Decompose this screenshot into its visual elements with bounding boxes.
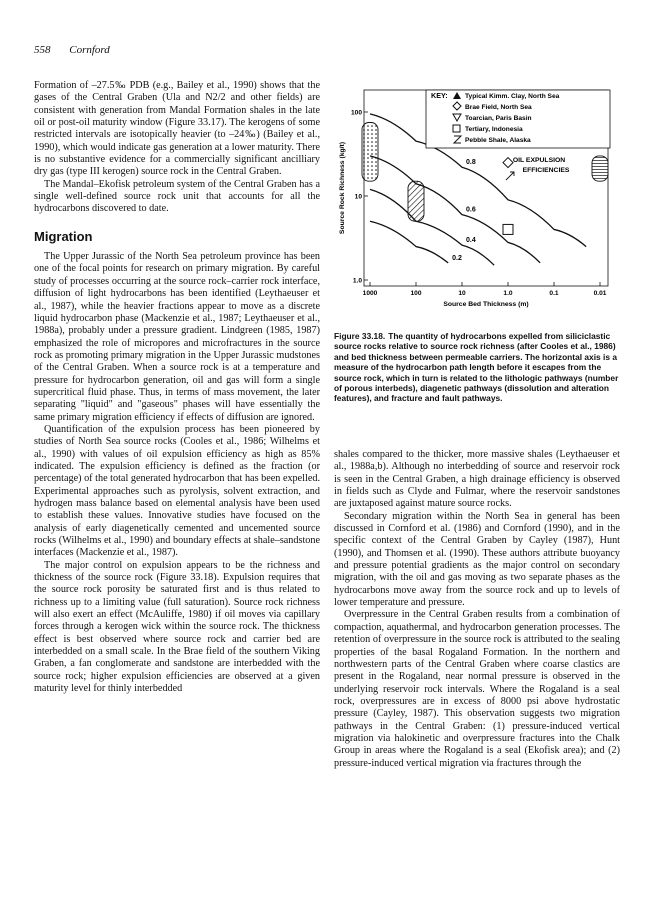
y-tick-label: 1.0: [352, 277, 362, 285]
x-tick-label: 1.0: [503, 290, 513, 297]
x-axis-label: Source Bed Thickness (m): [443, 301, 529, 308]
key-box: [426, 90, 610, 148]
x-tick-label: 10: [458, 290, 466, 297]
x-tick-label: 0.1: [549, 290, 559, 297]
marker-pebble-shale-range: [592, 156, 608, 181]
figure: [334, 84, 626, 312]
marker-brae-field: [503, 158, 513, 168]
y-tick-label: 100: [350, 109, 362, 117]
key-item: Pebble Shale, Alaska: [465, 137, 531, 144]
efficiency-curve-0.2: [370, 221, 448, 263]
section-heading: Migration: [34, 228, 93, 244]
paragraph: Secondary migration within the North Sea in general has been discussed in Cornford et al. (1986) and Cornford (1990), and in the specific context of the Central Graben by Cayley (1987), Hunt (1990), and Thomsen et al. (1990). These authors attribute buoyancy and pressure potential gradients as the major control on secondary migration, with the oil and gas moving as two separate phases as the hydrocarbons move away from the source rock and up to levels of lower temperature and pressure.: [334, 510, 620, 609]
key-item: Toarcian, Paris Basin: [465, 115, 532, 122]
paragraph: Overpressure in the Central Graben results from a combination of compaction, aquathermal, and hydrocarbon generation processes. The retention of overpressure in the source rock is attributed to the sealing properties of the basal Rogaland Formation. In the northern and northwestern parts of the Central Graben where coarse clastics are present in the Rogaland, near normal pressure is observed in the underlying reservoir rock intervals. Where the Rogaland is a seal rock, overpressures are in excess of 8000 psi above hydrostatic pressure (Cayley, 1987). This observation suggests two migration pathways in the Central Graben: (1) pressure-induced vertical migration via halokinetic and overpressure fractures into the Chalk Group in areas where the Rogaland is a seal (Ekofisk area); and (2) pressure-induced vertical migration via fractures through the: [334, 609, 620, 769]
figure-caption: [334, 331, 624, 404]
key-title: KEY:: [431, 91, 448, 100]
marker-toarcian-range: [408, 181, 424, 221]
curve-label: 0.2: [452, 254, 462, 262]
caption-text: The quantity of hydrocarbons expelled from siliciclastic source rocks relative to source rock richness (after Cooles et al., 1986) and bed thickness between permeable carriers. The horizontal axis is a measure of the hydrocarbon path length before it escapes from the source rock, which in turn is related to the lithologic pathways (number of porous interbeds), diagenetic pathways (dissolution and alteration features), and fracture and fault pathways.: [334, 331, 619, 404]
key-item: Tertiary, Indonesia: [465, 126, 523, 133]
paragraph: The major control on expulsion appears to be the richness and thickness of the source rock (Figure 33.18). Expulsion requires that the source rock porosity be saturated first and is thus related to richness up to a limiting value (full saturation). Source rock richness will also exert an effect (McAuliffe, 1980) if oil moves via capillary forces through a kerogen wick within the source rock. The thickness effect is best observed where source rock and carrier bed are interbedded on a small scale. In the Brae field of the southern Viking Graben, a fan conglomerate and sandstone are interbedded with the source rock; higher expulsion efficiencies are observed at a given maturity level for thinly interbedded: [34, 559, 320, 695]
annotation-oil-expulsion: OIL EXPULSION: [512, 157, 566, 164]
curve-label: 0.6: [466, 206, 476, 214]
page-number: 558: [34, 44, 51, 56]
key-item: Brae Field, North Sea: [465, 104, 532, 111]
y-tick-label: 10: [354, 193, 362, 201]
page-header: [34, 44, 110, 56]
paragraph: The Mandal–Ekofisk petroleum system of the Central Graben has a single well-defined source rock unit that accounts for all the hydrocarbons discovered to date.: [34, 178, 320, 215]
arrow-icon: [506, 172, 514, 180]
y-axis-label: Source Rock Richness (kg/t): [339, 141, 346, 235]
curve-label: 0.4: [466, 237, 476, 245]
x-tick-label: 100: [410, 290, 422, 297]
right-column: [334, 449, 620, 770]
marker-tertiary: [503, 224, 513, 234]
paragraph: Formation of –27.5‰ PDB (e.g., Bailey et al., 1990) shows that the gases of the Central Graben (Ula and N2/2 and other fields) are consistent with generation from Mandal Formation shales in the late oil or post-oil maturity window (Figure 33.17). The kerogens of some restricted intervals are isotopically heavier (to –24‰) (Bailey et al., 1990), which would indicate gas generation at a lower maturity. There is no substantive evidence for a commercially significant ancilliary dry gas (type III kerogen) source rock in the Central Graben.: [34, 80, 321, 178]
key-item: Typical Kimm. Clay, North Sea: [465, 93, 560, 100]
paragraph: The Upper Jurassic of the North Sea petroleum province has been one of the focal points for research on primary migration. By careful study of processes occurring at the source rock–carrier rock interface, diffusion of light hydrocarbons has been identified (Leythaeuser et al., 1987), while the heavier fractions appear to move as a discrete liquid hydrocarbon phase (Mackenzie et al., 1987; Leythaeuser et al., 1988a), probably under a pressure gradient. Lindgreen (1985, 1987) emphasized the role of micropores and microfractures in the source rock as promoting primary migration in the Upper Jurassic mudstones of the Central Graben. When a source rock is at a temperature and pressure for hydrocarbon generation, oil and gas will form a single supercritical fluid phase. Thus, in terms of mass movement, the later separating "liquid" and "gaseous" phases will have essentially the same primary migration efficiency if effects of diffusion are ignored.: [34, 251, 320, 423]
caption-label: Figure 33.18.: [334, 331, 386, 341]
running-author: Cornford: [69, 44, 110, 56]
figure-chart: [334, 84, 626, 312]
paragraph: Quantification of the expulsion process has been pioneered by studies of North Sea source rocks (Cooles et al., 1986; Wilhelms et al., 1990) with values of oil expulsion efficiency as high as 85% indicated. The expulsion efficiency is defined as the fraction (or percentage) of the total generated hydrocarbon that has been expelled. Experimental approaches such as pyrolysis, solvent extraction, and hydrogen mass balance based on elemental analysis have been used to establish these values. Innovative studies have focused on the analysis of early diagenetically cemented and uncemented source rocks (Wilhelms et al., 1990) and boundary effects at shale–sandstone interfaces (Mackenzie et al., 1987).: [34, 423, 320, 559]
annotation-efficiencies: EFFICIENCIES: [522, 167, 570, 174]
paragraph: shales compared to the thicker, more massive shales (Leythaeuser et al., 1988a,b). Although no interbedding of source and reservoir rock is seen in the Central Graben, a high drainage efficiency is observed in fields such as Clyde and Fulmar, where the reservoir sandstones are juxtaposed against mature source rocks.: [334, 449, 620, 510]
left-column: [34, 80, 320, 696]
efficiency-curve-0.6: [370, 156, 540, 263]
x-tick-label: 0.01: [593, 290, 607, 297]
marker-typical-kimm-clay-range: [362, 122, 378, 181]
x-tick-label: 1000: [362, 290, 378, 297]
curve-label: 0.8: [466, 159, 476, 167]
